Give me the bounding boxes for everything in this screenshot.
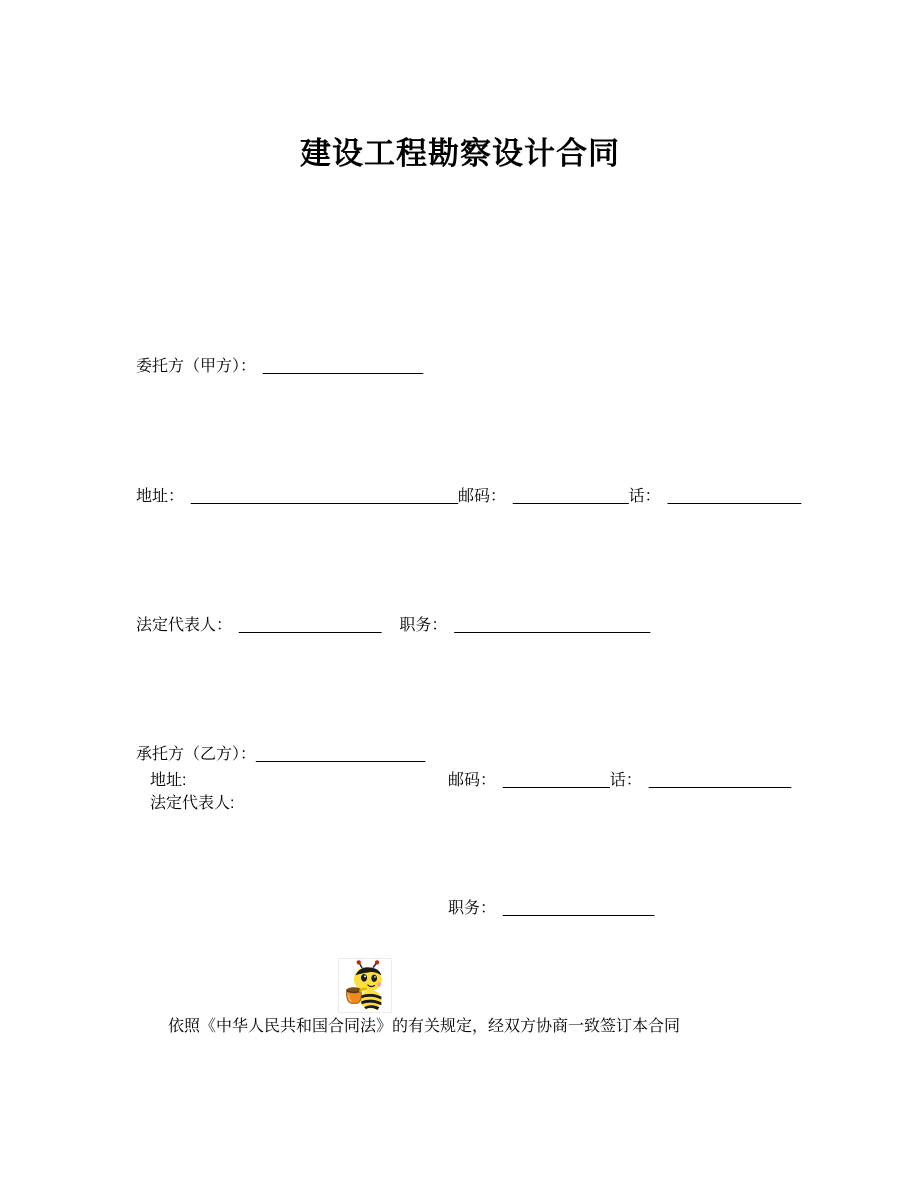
party-b-zip-blank[interactable]: ____________: [503, 772, 610, 789]
party-b-zip-phone-row: [448, 770, 791, 792]
party-a-phone-blank[interactable]: _______________: [667, 488, 802, 505]
party-b-address-label: 地址:: [150, 772, 187, 789]
party-a-zip-blank[interactable]: _____________: [512, 488, 629, 505]
party-b-address-row: [150, 770, 186, 792]
footer-clause: 依照《中华人民共和国合同法》的有关规定，经双方协商一致签订本合同: [168, 1018, 681, 1035]
party-b-position-label: 职务：: [448, 900, 497, 917]
party-a-legal-rep-blank[interactable]: ________________: [239, 617, 382, 634]
bee-icon: [339, 959, 391, 1012]
party-a-legal-rep-label: 法定代表人：: [136, 617, 233, 634]
party-b-name-blank[interactable]: ___________________: [256, 746, 426, 763]
party-b-name-label: 承托方（乙方）：: [136, 746, 257, 763]
party-a-name-row: [136, 356, 423, 378]
party-b-position-row: [448, 898, 654, 920]
party-a-phone-label: 话：: [628, 488, 661, 505]
bee-mascot-image: [338, 958, 392, 1013]
party-b-position-blank[interactable]: _________________: [503, 900, 655, 917]
party-b-phone-blank[interactable]: ________________: [648, 772, 792, 789]
party-b-legal-rep-row: [150, 793, 234, 815]
party-b-name-row: [136, 744, 425, 766]
party-a-name-label: 委托方（甲方）：: [136, 358, 257, 375]
party-a-address-blank[interactable]: ______________________________: [191, 488, 458, 505]
party-b-phone-label: 话：: [609, 772, 642, 789]
party-a-position-label: 职务：: [399, 617, 448, 634]
page-title: 建设工程勘察设计合同: [300, 136, 620, 171]
party-a-name-blank[interactable]: __________________: [263, 358, 424, 375]
party-b-legal-rep-label: 法定代表人:: [150, 795, 235, 812]
party-a-zip-label: 邮码：: [457, 488, 506, 505]
party-a-address-label: 地址：: [136, 488, 185, 505]
party-a-legal-rep-row: [136, 615, 650, 637]
party-b-zip-label: 邮码：: [448, 772, 497, 789]
party-a-position-blank[interactable]: ______________________: [454, 617, 651, 634]
party-a-address-row: [136, 486, 801, 508]
